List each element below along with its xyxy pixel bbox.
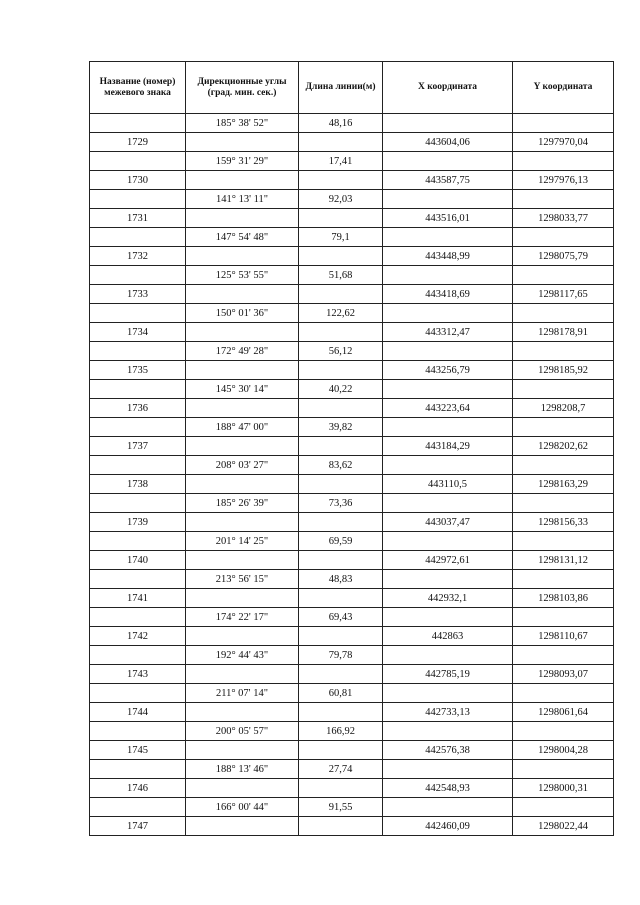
empty-cell bbox=[383, 760, 513, 779]
segment-row bbox=[90, 570, 614, 589]
segment-row bbox=[90, 722, 614, 741]
x-coordinate-cell: 442932,1 bbox=[383, 589, 513, 608]
point-id-cell: 1735 bbox=[90, 361, 186, 380]
point-row bbox=[90, 209, 614, 228]
empty-cell bbox=[513, 646, 614, 665]
empty-cell bbox=[186, 285, 299, 304]
length-cell: 39,82 bbox=[299, 418, 383, 437]
point-id-cell: 1730 bbox=[90, 171, 186, 190]
empty-cell bbox=[90, 190, 186, 209]
empty-cell bbox=[90, 532, 186, 551]
empty-cell bbox=[90, 114, 186, 133]
segment-row bbox=[90, 342, 614, 361]
point-id-cell: 1729 bbox=[90, 133, 186, 152]
angle-cell: 188° 13' 46" bbox=[186, 760, 299, 779]
segment-row bbox=[90, 608, 614, 627]
y-coordinate-cell: 1298103,86 bbox=[513, 589, 614, 608]
empty-cell bbox=[186, 703, 299, 722]
point-id-cell: 1739 bbox=[90, 513, 186, 532]
length-cell: 69,43 bbox=[299, 608, 383, 627]
x-coordinate-cell: 443418,69 bbox=[383, 285, 513, 304]
empty-cell bbox=[299, 703, 383, 722]
empty-cell bbox=[383, 266, 513, 285]
length-cell: 73,36 bbox=[299, 494, 383, 513]
length-cell: 48,83 bbox=[299, 570, 383, 589]
segment-row bbox=[90, 532, 614, 551]
y-coordinate-cell: 1298178,91 bbox=[513, 323, 614, 342]
empty-cell bbox=[513, 152, 614, 171]
length-cell: 91,55 bbox=[299, 798, 383, 817]
y-coordinate-cell: 1298004,28 bbox=[513, 741, 614, 760]
point-id-cell: 1740 bbox=[90, 551, 186, 570]
x-coordinate-cell: 443516,01 bbox=[383, 209, 513, 228]
empty-cell bbox=[383, 456, 513, 475]
y-coordinate-cell: 1297976,13 bbox=[513, 171, 614, 190]
empty-cell bbox=[90, 380, 186, 399]
empty-cell bbox=[299, 817, 383, 836]
empty-cell bbox=[299, 475, 383, 494]
segment-row bbox=[90, 152, 614, 171]
segment-row bbox=[90, 684, 614, 703]
length-cell: 92,03 bbox=[299, 190, 383, 209]
empty-cell bbox=[299, 247, 383, 266]
x-coordinate-cell: 442460,09 bbox=[383, 817, 513, 836]
empty-cell bbox=[186, 209, 299, 228]
empty-cell bbox=[186, 247, 299, 266]
y-coordinate-cell: 1298202,62 bbox=[513, 437, 614, 456]
empty-cell bbox=[299, 589, 383, 608]
angle-cell: 174° 22' 17" bbox=[186, 608, 299, 627]
point-id-cell: 1746 bbox=[90, 779, 186, 798]
empty-cell bbox=[383, 798, 513, 817]
point-row bbox=[90, 361, 614, 380]
length-cell: 17,41 bbox=[299, 152, 383, 171]
x-coordinate-cell: 442733,13 bbox=[383, 703, 513, 722]
point-id-cell: 1737 bbox=[90, 437, 186, 456]
empty-cell bbox=[299, 665, 383, 684]
x-coordinate-cell: 443312,47 bbox=[383, 323, 513, 342]
angle-cell: 185° 38' 52" bbox=[186, 114, 299, 133]
point-id-cell: 1732 bbox=[90, 247, 186, 266]
x-coordinate-cell: 443256,79 bbox=[383, 361, 513, 380]
point-id-cell: 1733 bbox=[90, 285, 186, 304]
angle-cell: 185° 26' 39" bbox=[186, 494, 299, 513]
segment-row bbox=[90, 646, 614, 665]
empty-cell bbox=[513, 684, 614, 703]
point-row bbox=[90, 475, 614, 494]
empty-cell bbox=[299, 437, 383, 456]
empty-cell bbox=[383, 114, 513, 133]
angle-cell: 145° 30' 14" bbox=[186, 380, 299, 399]
empty-cell bbox=[299, 361, 383, 380]
segment-row bbox=[90, 456, 614, 475]
empty-cell bbox=[90, 760, 186, 779]
x-coordinate-cell: 443037,47 bbox=[383, 513, 513, 532]
header-angle: Дирекционные углы (град. мин. сек.) bbox=[186, 62, 299, 114]
angle-cell: 208° 03' 27" bbox=[186, 456, 299, 475]
segment-row bbox=[90, 798, 614, 817]
angle-cell: 172° 49' 28" bbox=[186, 342, 299, 361]
point-id-cell: 1747 bbox=[90, 817, 186, 836]
empty-cell bbox=[90, 646, 186, 665]
empty-cell bbox=[513, 456, 614, 475]
empty-cell bbox=[513, 570, 614, 589]
empty-cell bbox=[186, 399, 299, 418]
point-id-cell: 1743 bbox=[90, 665, 186, 684]
empty-cell bbox=[299, 399, 383, 418]
y-coordinate-cell: 1298117,65 bbox=[513, 285, 614, 304]
empty-cell bbox=[383, 380, 513, 399]
empty-cell bbox=[90, 456, 186, 475]
empty-cell bbox=[383, 494, 513, 513]
empty-cell bbox=[513, 418, 614, 437]
empty-cell bbox=[513, 760, 614, 779]
empty-cell bbox=[186, 361, 299, 380]
point-row bbox=[90, 513, 614, 532]
length-cell: 166,92 bbox=[299, 722, 383, 741]
empty-cell bbox=[186, 817, 299, 836]
angle-cell: 192° 44' 43" bbox=[186, 646, 299, 665]
empty-cell bbox=[299, 779, 383, 798]
empty-cell bbox=[186, 475, 299, 494]
header-length: Длина линии(м) bbox=[299, 62, 383, 114]
empty-cell bbox=[299, 741, 383, 760]
empty-cell bbox=[186, 665, 299, 684]
empty-cell bbox=[90, 684, 186, 703]
angle-cell: 200° 05' 57" bbox=[186, 722, 299, 741]
point-row bbox=[90, 285, 614, 304]
empty-cell bbox=[186, 513, 299, 532]
empty-cell bbox=[383, 608, 513, 627]
point-row bbox=[90, 133, 614, 152]
point-id-cell: 1736 bbox=[90, 399, 186, 418]
length-cell: 40,22 bbox=[299, 380, 383, 399]
empty-cell bbox=[299, 627, 383, 646]
segment-row bbox=[90, 380, 614, 399]
angle-cell: 213° 56' 15" bbox=[186, 570, 299, 589]
empty-cell bbox=[513, 380, 614, 399]
length-cell: 83,62 bbox=[299, 456, 383, 475]
header-name: Название (номер) межевого знака bbox=[90, 62, 186, 114]
y-coordinate-cell: 1298163,29 bbox=[513, 475, 614, 494]
empty-cell bbox=[299, 551, 383, 570]
x-coordinate-cell: 442863 bbox=[383, 627, 513, 646]
empty-cell bbox=[186, 437, 299, 456]
empty-cell bbox=[513, 342, 614, 361]
empty-cell bbox=[186, 323, 299, 342]
y-coordinate-cell: 1298185,92 bbox=[513, 361, 614, 380]
angle-cell: 166° 00' 44" bbox=[186, 798, 299, 817]
x-coordinate-cell: 443604,06 bbox=[383, 133, 513, 152]
point-row bbox=[90, 323, 614, 342]
angle-cell: 150° 01' 36" bbox=[186, 304, 299, 323]
empty-cell bbox=[186, 551, 299, 570]
x-coordinate-cell: 443110,5 bbox=[383, 475, 513, 494]
angle-cell: 159° 31' 29" bbox=[186, 152, 299, 171]
x-coordinate-cell: 443223,64 bbox=[383, 399, 513, 418]
x-coordinate-cell: 442972,61 bbox=[383, 551, 513, 570]
length-cell: 79,1 bbox=[299, 228, 383, 247]
length-cell: 56,12 bbox=[299, 342, 383, 361]
empty-cell bbox=[383, 646, 513, 665]
empty-cell bbox=[90, 266, 186, 285]
point-row bbox=[90, 247, 614, 266]
x-coordinate-cell: 443448,99 bbox=[383, 247, 513, 266]
x-coordinate-cell: 443184,29 bbox=[383, 437, 513, 456]
empty-cell bbox=[383, 304, 513, 323]
empty-cell bbox=[90, 608, 186, 627]
empty-cell bbox=[513, 266, 614, 285]
empty-cell bbox=[513, 304, 614, 323]
empty-cell bbox=[513, 190, 614, 209]
x-coordinate-cell: 443587,75 bbox=[383, 171, 513, 190]
point-row bbox=[90, 627, 614, 646]
empty-cell bbox=[513, 798, 614, 817]
segment-row bbox=[90, 760, 614, 779]
empty-cell bbox=[90, 228, 186, 247]
angle-cell: 188° 47' 00" bbox=[186, 418, 299, 437]
y-coordinate-cell: 1298000,31 bbox=[513, 779, 614, 798]
length-cell: 48,16 bbox=[299, 114, 383, 133]
x-coordinate-cell: 442785,19 bbox=[383, 665, 513, 684]
y-coordinate-cell: 1298061,64 bbox=[513, 703, 614, 722]
empty-cell bbox=[90, 494, 186, 513]
point-row bbox=[90, 551, 614, 570]
empty-cell bbox=[90, 152, 186, 171]
empty-cell bbox=[90, 342, 186, 361]
empty-cell bbox=[383, 228, 513, 247]
empty-cell bbox=[186, 589, 299, 608]
angle-cell: 141° 13' 11" bbox=[186, 190, 299, 209]
x-coordinate-cell: 442576,38 bbox=[383, 741, 513, 760]
coordinates-table bbox=[89, 61, 614, 836]
point-id-cell: 1744 bbox=[90, 703, 186, 722]
empty-cell bbox=[513, 722, 614, 741]
empty-cell bbox=[90, 798, 186, 817]
point-row bbox=[90, 817, 614, 836]
segment-row bbox=[90, 418, 614, 437]
empty-cell bbox=[513, 532, 614, 551]
y-coordinate-cell: 1298022,44 bbox=[513, 817, 614, 836]
empty-cell bbox=[90, 570, 186, 589]
length-cell: 79,78 bbox=[299, 646, 383, 665]
segment-row bbox=[90, 304, 614, 323]
angle-cell: 125° 53' 55" bbox=[186, 266, 299, 285]
empty-cell bbox=[299, 133, 383, 152]
empty-cell bbox=[383, 190, 513, 209]
point-id-cell: 1734 bbox=[90, 323, 186, 342]
y-coordinate-cell: 1298110,67 bbox=[513, 627, 614, 646]
point-row bbox=[90, 779, 614, 798]
empty-cell bbox=[383, 418, 513, 437]
point-row bbox=[90, 703, 614, 722]
empty-cell bbox=[299, 323, 383, 342]
empty-cell bbox=[299, 209, 383, 228]
length-cell: 122,62 bbox=[299, 304, 383, 323]
segment-row bbox=[90, 494, 614, 513]
point-row bbox=[90, 171, 614, 190]
header-x: X координата bbox=[383, 62, 513, 114]
point-id-cell: 1731 bbox=[90, 209, 186, 228]
point-row bbox=[90, 437, 614, 456]
segment-row bbox=[90, 228, 614, 247]
empty-cell bbox=[186, 171, 299, 190]
empty-cell bbox=[513, 114, 614, 133]
angle-cell: 147° 54' 48" bbox=[186, 228, 299, 247]
y-coordinate-cell: 1298093,07 bbox=[513, 665, 614, 684]
length-cell: 51,68 bbox=[299, 266, 383, 285]
segment-row bbox=[90, 266, 614, 285]
length-cell: 60,81 bbox=[299, 684, 383, 703]
empty-cell bbox=[186, 133, 299, 152]
point-id-cell: 1742 bbox=[90, 627, 186, 646]
header-y: Y координата bbox=[513, 62, 614, 114]
point-id-cell: 1741 bbox=[90, 589, 186, 608]
point-id-cell: 1738 bbox=[90, 475, 186, 494]
point-row bbox=[90, 399, 614, 418]
empty-cell bbox=[186, 779, 299, 798]
empty-cell bbox=[299, 285, 383, 304]
empty-cell bbox=[383, 152, 513, 171]
y-coordinate-cell: 1298208,7 bbox=[513, 399, 614, 418]
length-cell: 69,59 bbox=[299, 532, 383, 551]
empty-cell bbox=[513, 228, 614, 247]
header-row bbox=[90, 62, 614, 114]
angle-cell: 211° 07' 14" bbox=[186, 684, 299, 703]
empty-cell bbox=[383, 684, 513, 703]
y-coordinate-cell: 1298131,12 bbox=[513, 551, 614, 570]
empty-cell bbox=[90, 722, 186, 741]
empty-cell bbox=[186, 741, 299, 760]
empty-cell bbox=[383, 722, 513, 741]
empty-cell bbox=[383, 342, 513, 361]
segment-row bbox=[90, 190, 614, 209]
y-coordinate-cell: 1298033,77 bbox=[513, 209, 614, 228]
empty-cell bbox=[186, 627, 299, 646]
empty-cell bbox=[383, 570, 513, 589]
point-row bbox=[90, 589, 614, 608]
y-coordinate-cell: 1298075,79 bbox=[513, 247, 614, 266]
point-row bbox=[90, 741, 614, 760]
x-coordinate-cell: 442548,93 bbox=[383, 779, 513, 798]
empty-cell bbox=[513, 494, 614, 513]
length-cell: 27,74 bbox=[299, 760, 383, 779]
point-id-cell: 1745 bbox=[90, 741, 186, 760]
empty-cell bbox=[383, 532, 513, 551]
empty-cell bbox=[299, 513, 383, 532]
empty-cell bbox=[90, 304, 186, 323]
empty-cell bbox=[299, 171, 383, 190]
empty-cell bbox=[90, 418, 186, 437]
empty-cell bbox=[513, 608, 614, 627]
table-body bbox=[90, 114, 614, 836]
y-coordinate-cell: 1298156,33 bbox=[513, 513, 614, 532]
segment-row bbox=[90, 114, 614, 133]
y-coordinate-cell: 1297970,04 bbox=[513, 133, 614, 152]
point-row bbox=[90, 665, 614, 684]
angle-cell: 201° 14' 25" bbox=[186, 532, 299, 551]
